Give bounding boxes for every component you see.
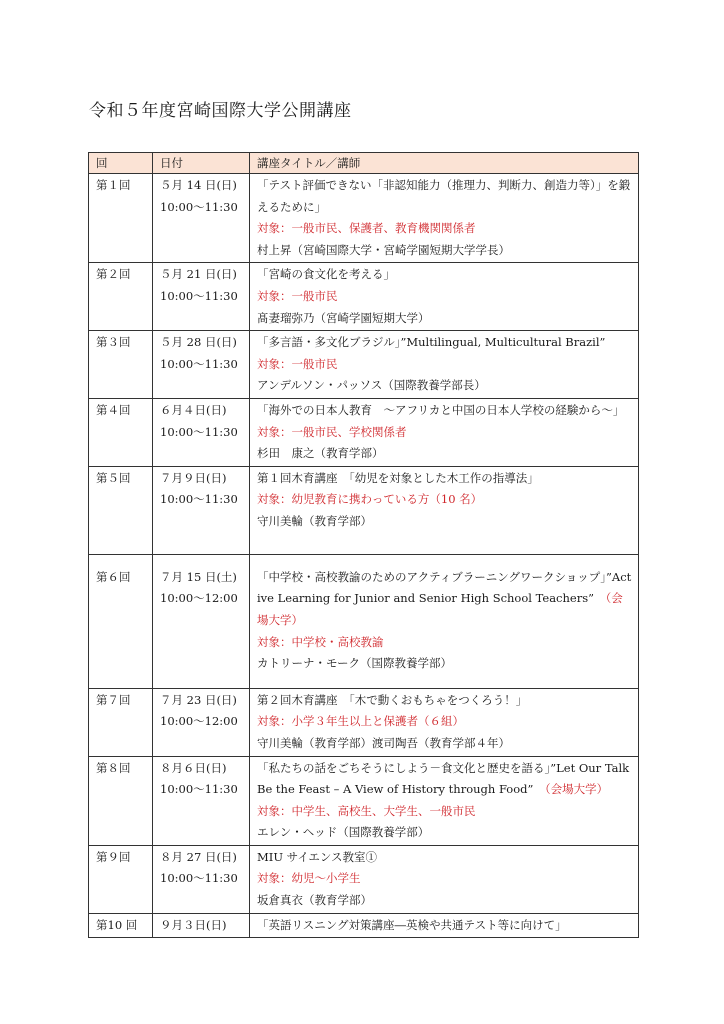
row-date-cell	[153, 756, 250, 845]
row-date-cell	[153, 913, 250, 938]
row-lecturer: アンデルソン・パッソス（国際教養学部長）	[257, 378, 486, 393]
row-title-with-venue	[257, 758, 632, 801]
header-title: 講座タイトル／講師	[250, 153, 639, 174]
row-target: 対象：一般市民、学校関係者	[257, 424, 407, 439]
row-no: 第４回	[89, 398, 153, 466]
row-target: 対象：中学校・高校教諭	[257, 634, 384, 649]
row-content-cell	[250, 688, 639, 756]
row-title: 「宮崎の食文化を考える」	[257, 267, 395, 282]
row-lecturer: 守川美輪（教育学部）渡司陶吾（教育学部４年）	[257, 735, 510, 750]
row-lecturer: 守川美輪（教育学部）	[257, 513, 372, 528]
row-no: 第10 回	[89, 913, 153, 938]
row-date: ７月 15 日(土)	[160, 569, 237, 584]
row-no: 第２回	[89, 263, 153, 331]
row-no: 第６回	[89, 554, 153, 688]
header-date: 日付	[153, 153, 250, 174]
row-title: 「海外での日本人教育 ～アフリカと中国の日本人学校の経験から～」	[257, 402, 619, 417]
row-content-cell	[250, 331, 639, 399]
row-title: MIU サイエンス教室①	[257, 849, 378, 864]
row-date: ５月 28 日(日)	[160, 335, 237, 350]
row-lecturer: エレン・ヘッド（国際教養学部）	[257, 825, 430, 840]
table-row	[89, 688, 639, 756]
row-no: 第８回	[89, 756, 153, 845]
row-date: ５月 21 日(日)	[160, 267, 237, 282]
table-row	[89, 263, 639, 331]
row-time: 10:00～11:30	[160, 492, 238, 507]
row-title: 第２回木育講座 「木で動くおもちゃをつくろう！」	[257, 692, 528, 707]
row-target: 対象：中学生、高校生、大学生、一般市民	[257, 803, 476, 818]
row-title: 「中学校・高校教諭のためのアクティブラーニングワークショップ」”Active Learning for Junior and Senior High School Teachers”	[257, 569, 632, 606]
row-title: 「私たちの話をごちそうにしよう－食文化と歴史を語る」”Let Our Talk Be the Feast – A View of History through Food”	[257, 760, 630, 797]
table-row	[89, 398, 639, 466]
row-content-cell	[250, 398, 639, 466]
row-date: ７月 23 日(日)	[160, 692, 237, 707]
row-date: ５月 14 日(日)	[160, 178, 237, 192]
row-no: 第１回	[89, 174, 153, 263]
row-lecturer: カトリーナ・モーク（国際教養学部）	[257, 656, 453, 671]
row-no: 第９回	[89, 845, 153, 913]
row-content-cell	[250, 263, 639, 331]
row-content-cell	[250, 554, 639, 688]
row-title: 「多言語・多文化ブラジル」”Multilingual, Multicultural Brazil”	[257, 335, 606, 350]
row-date-cell	[153, 331, 250, 399]
row-title: 「テスト評価できない「非認知能力（推理力、判断力、創造力等）」を鍛えるために」	[257, 178, 631, 214]
lecture-schedule-table	[88, 152, 639, 938]
row-time: 10:00～12:00	[160, 591, 238, 606]
row-content-cell	[250, 756, 639, 845]
table-row	[89, 174, 639, 263]
row-date: ８月 27 日(日)	[160, 849, 237, 864]
row-title: 第１回木育講座 「幼児を対象とした木工作の指導法」	[257, 470, 539, 485]
row-target: 対象：幼児～小学生	[257, 871, 361, 886]
row-title-with-venue	[257, 567, 632, 632]
row-date-cell	[153, 174, 250, 263]
table-row	[89, 466, 639, 554]
table-row	[89, 913, 639, 938]
table-row	[89, 331, 639, 399]
row-date-cell	[153, 466, 250, 554]
row-date: ８月６日(日)	[160, 760, 227, 775]
row-date-cell	[153, 398, 250, 466]
table-header-row	[89, 153, 639, 174]
page-title: 令和５年度宮崎国際大学公開講座	[89, 101, 352, 121]
row-no: 第３回	[89, 331, 153, 399]
row-time: 10:00～11:30	[160, 199, 238, 214]
row-target: 対象：一般市民、保護者、教育機関関係者	[257, 221, 476, 236]
row-date-cell	[153, 688, 250, 756]
row-date: ９月３日(日)	[160, 917, 227, 932]
row-content-cell	[250, 913, 639, 938]
row-time: 10:00～11:30	[160, 356, 238, 371]
row-date-cell	[153, 845, 250, 913]
row-time: 10:00～11:30	[160, 871, 238, 886]
row-lecturer: 村上昇（宮崎国際大学・宮崎学園短期大学学長）	[257, 242, 510, 257]
row-time: 10:00～11:30	[160, 288, 238, 303]
row-venue: （会場大学）	[257, 591, 623, 627]
row-date-cell	[153, 263, 250, 331]
row-title: 「英語リスニング対策講座―英検や共通テスト等に向けて」	[257, 917, 567, 932]
row-time: 10:00～11:30	[160, 782, 238, 797]
table-row	[89, 554, 639, 688]
row-date: ６月４日(日)	[160, 402, 227, 417]
table-row	[89, 845, 639, 913]
row-title-with-target	[257, 400, 632, 443]
row-lecturer: 髙妻瑠弥乃（宮崎学園短期大学）	[257, 310, 430, 325]
row-content-cell	[250, 845, 639, 913]
table-row	[89, 756, 639, 845]
row-target: 対象：小学３年生以上と保護者（６組）	[257, 714, 464, 729]
row-content-cell	[250, 466, 639, 554]
header-no: 回	[89, 153, 153, 174]
row-venue: （会場大学）	[544, 782, 609, 797]
row-target: 対象：一般市民	[257, 356, 338, 371]
row-no: 第５回	[89, 466, 153, 554]
row-time: 10:00～11:30	[160, 424, 238, 439]
row-no: 第７回	[89, 688, 153, 756]
row-target: 対象：一般市民	[257, 288, 338, 303]
row-date-cell	[153, 554, 250, 688]
row-content-cell	[250, 174, 639, 263]
row-date: ７月９日(日)	[160, 470, 227, 485]
row-lecturer: 杉田 康之（教育学部）	[257, 446, 384, 461]
row-target: 対象：幼児教育に携わっている方（10 名）	[257, 492, 483, 507]
row-lecturer: 坂倉真衣（教育学部）	[257, 893, 372, 908]
row-time: 10:00～12:00	[160, 714, 238, 729]
